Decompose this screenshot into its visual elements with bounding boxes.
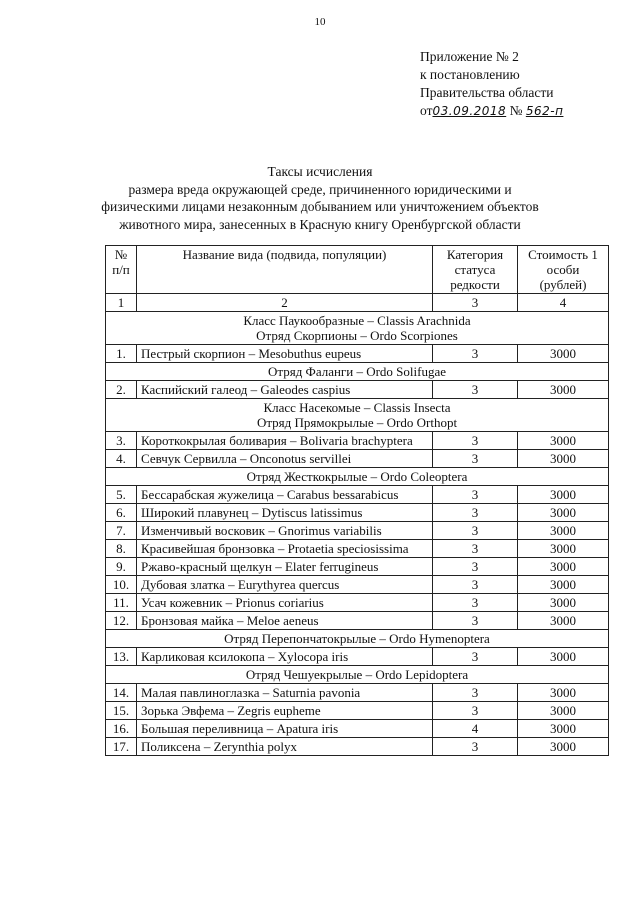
- row-num: 3.: [106, 432, 137, 450]
- row-cost: 3000: [518, 684, 609, 702]
- row-name: Изменчивый восковик – Gnorimus variabilis: [137, 522, 433, 540]
- row-cost: 3000: [518, 720, 609, 738]
- row-cost: 3000: [518, 558, 609, 576]
- row-name: Поликсена – Zerynthia polyx: [137, 738, 433, 756]
- row-name: Пестрый скорпион – Mesobuthus eupeus: [137, 345, 433, 363]
- row-cost: 3000: [518, 702, 609, 720]
- row-name: Бессарабская жужелица – Carabus bessarabicus: [137, 486, 433, 504]
- row-cost: 3000: [518, 738, 609, 756]
- row-cost: 3000: [518, 450, 609, 468]
- row-num: 16.: [106, 720, 137, 738]
- page-number: 10: [314, 16, 326, 28]
- row-num: 15.: [106, 702, 137, 720]
- order-heading: Отряд Перепончатокрылые – Ordo Hymenoptera: [106, 630, 609, 648]
- order-heading: Отряд Фаланги – Ordo Solifugae: [106, 363, 609, 381]
- row-category: 3: [433, 486, 518, 504]
- row-category: 4: [433, 720, 518, 738]
- row-cost: 3000: [518, 576, 609, 594]
- document-title: [0, 163, 640, 233]
- group-cell: [106, 399, 609, 432]
- row-cost: 3000: [518, 594, 609, 612]
- row-category: 3: [433, 522, 518, 540]
- table-row: [106, 648, 609, 666]
- row-num: 13.: [106, 648, 137, 666]
- class-heading: Класс Паукообразные – Classis Arachnida: [243, 313, 471, 328]
- appendix-title: Приложение № 2: [420, 49, 519, 64]
- table-row: [106, 345, 609, 363]
- row-num: 12.: [106, 612, 137, 630]
- row-name: Карликовая ксилокопа – Xylocopa iris: [137, 648, 433, 666]
- row-category: 3: [433, 738, 518, 756]
- table-row: [106, 504, 609, 522]
- table-row: [106, 522, 609, 540]
- row-num: 9.: [106, 558, 137, 576]
- row-name: Красивейшая бронзовка – Protaetia speciosissima: [137, 540, 433, 558]
- table-row: [106, 612, 609, 630]
- table-row: [106, 576, 609, 594]
- row-num: 14.: [106, 684, 137, 702]
- appendix-government: Правительства области: [420, 85, 554, 100]
- species-table: [105, 245, 609, 756]
- col-number: 1: [106, 294, 137, 312]
- row-cost: 3000: [518, 432, 609, 450]
- row-category: 3: [433, 576, 518, 594]
- row-num: 7.: [106, 522, 137, 540]
- handwritten-number: 562-п: [525, 104, 564, 118]
- order-heading: Отряд Чешуекрылые – Ordo Lepidoptera: [106, 666, 609, 684]
- header-category: Категория статуса редкости: [433, 246, 518, 294]
- row-name: Большая переливница – Apatura iris: [137, 720, 433, 738]
- row-cost: 3000: [518, 612, 609, 630]
- group-cell: [106, 312, 609, 345]
- row-name: Усач кожевник – Prionus coriarius: [137, 594, 433, 612]
- col-number: 3: [433, 294, 518, 312]
- table-row: [106, 738, 609, 756]
- header-name: Название вида (подвида, популяции): [137, 246, 433, 294]
- row-category: 3: [433, 558, 518, 576]
- row-name: Каспийский галеод – Galeodes caspius: [137, 381, 433, 399]
- row-cost: 3000: [518, 486, 609, 504]
- group-row: [106, 399, 609, 432]
- row-cost: 3000: [518, 648, 609, 666]
- row-cost: 3000: [518, 381, 609, 399]
- row-cost: 3000: [518, 504, 609, 522]
- row-name: Севчук Сервилла – Onconotus servillei: [137, 450, 433, 468]
- table-row: [106, 486, 609, 504]
- header-num: № п/п: [106, 246, 137, 294]
- row-num: 17.: [106, 738, 137, 756]
- row-num: 6.: [106, 504, 137, 522]
- col-number: 4: [518, 294, 609, 312]
- table-row: [106, 558, 609, 576]
- row-category: 3: [433, 684, 518, 702]
- col-number: 2: [137, 294, 433, 312]
- row-category: 3: [433, 648, 518, 666]
- group-row: [106, 468, 609, 486]
- date-prefix: от: [420, 103, 433, 118]
- row-num: 11.: [106, 594, 137, 612]
- title-line-1: Таксы исчисления: [267, 164, 373, 179]
- table-row: [106, 594, 609, 612]
- row-name: Малая павлиноглазка – Saturnia pavonia: [137, 684, 433, 702]
- table-row: [106, 684, 609, 702]
- table-row: [106, 432, 609, 450]
- row-num: 4.: [106, 450, 137, 468]
- row-category: 3: [433, 702, 518, 720]
- group-row: [106, 363, 609, 381]
- order-heading: Отряд Прямокрылые – Ordo Orthopt: [256, 415, 458, 430]
- group-row: [106, 666, 609, 684]
- row-category: 3: [433, 450, 518, 468]
- row-category: 3: [433, 612, 518, 630]
- row-num: 5.: [106, 486, 137, 504]
- row-name: Широкий плавунец – Dytiscus latissimus: [137, 504, 433, 522]
- row-name: Ржаво-красный щелкун – Elater ferrugineus: [137, 558, 433, 576]
- row-num: 10.: [106, 576, 137, 594]
- row-category: 3: [433, 381, 518, 399]
- appendix-resolution: к постановлению: [420, 67, 520, 82]
- row-name: Зорька Эвфема – Zegris eupheme: [137, 702, 433, 720]
- column-number-row: [106, 294, 609, 312]
- row-category: 3: [433, 504, 518, 522]
- row-cost: 3000: [518, 540, 609, 558]
- table-row: [106, 702, 609, 720]
- row-name: Дубовая златка – Eurythyrea quercus: [137, 576, 433, 594]
- table-row: [106, 540, 609, 558]
- appendix-date-line: [420, 102, 563, 120]
- row-category: 3: [433, 594, 518, 612]
- appendix-block: [420, 48, 563, 120]
- handwritten-date: 03.09.2018: [432, 104, 507, 118]
- group-row: [106, 312, 609, 345]
- table-row: [106, 381, 609, 399]
- row-category: 3: [433, 345, 518, 363]
- title-line-2: размера вреда окружающей среде, причиненного юридическими и: [128, 181, 512, 197]
- row-num: 2.: [106, 381, 137, 399]
- row-num: 8.: [106, 540, 137, 558]
- number-prefix: №: [509, 103, 523, 118]
- row-cost: 3000: [518, 522, 609, 540]
- row-category: 3: [433, 540, 518, 558]
- row-name: Бронзовая майка – Meloe aeneus: [137, 612, 433, 630]
- table-header-row: [106, 246, 609, 294]
- class-heading: Класс Насекомые – Classis Insecta: [263, 400, 451, 415]
- row-name: Короткокрылая боливария – Bolivaria brachyptera: [137, 432, 433, 450]
- table-row: [106, 450, 609, 468]
- group-row: [106, 630, 609, 648]
- row-cost: 3000: [518, 345, 609, 363]
- header-cost: Стоимость 1 особи (рублей): [518, 246, 609, 294]
- order-heading: Отряд Жесткокрылые – Ordo Coleoptera: [106, 468, 609, 486]
- row-category: 3: [433, 432, 518, 450]
- title-line-4: животного мира, занесенных в Красную книгу Оренбургской области: [119, 216, 521, 232]
- title-line-3: физическими лицами незаконным добыванием или уничтожением объектов: [101, 199, 539, 214]
- table-row: [106, 720, 609, 738]
- order-heading: Отряд Скорпионы – Ordo Scorpiones: [256, 328, 458, 343]
- row-num: 1.: [106, 345, 137, 363]
